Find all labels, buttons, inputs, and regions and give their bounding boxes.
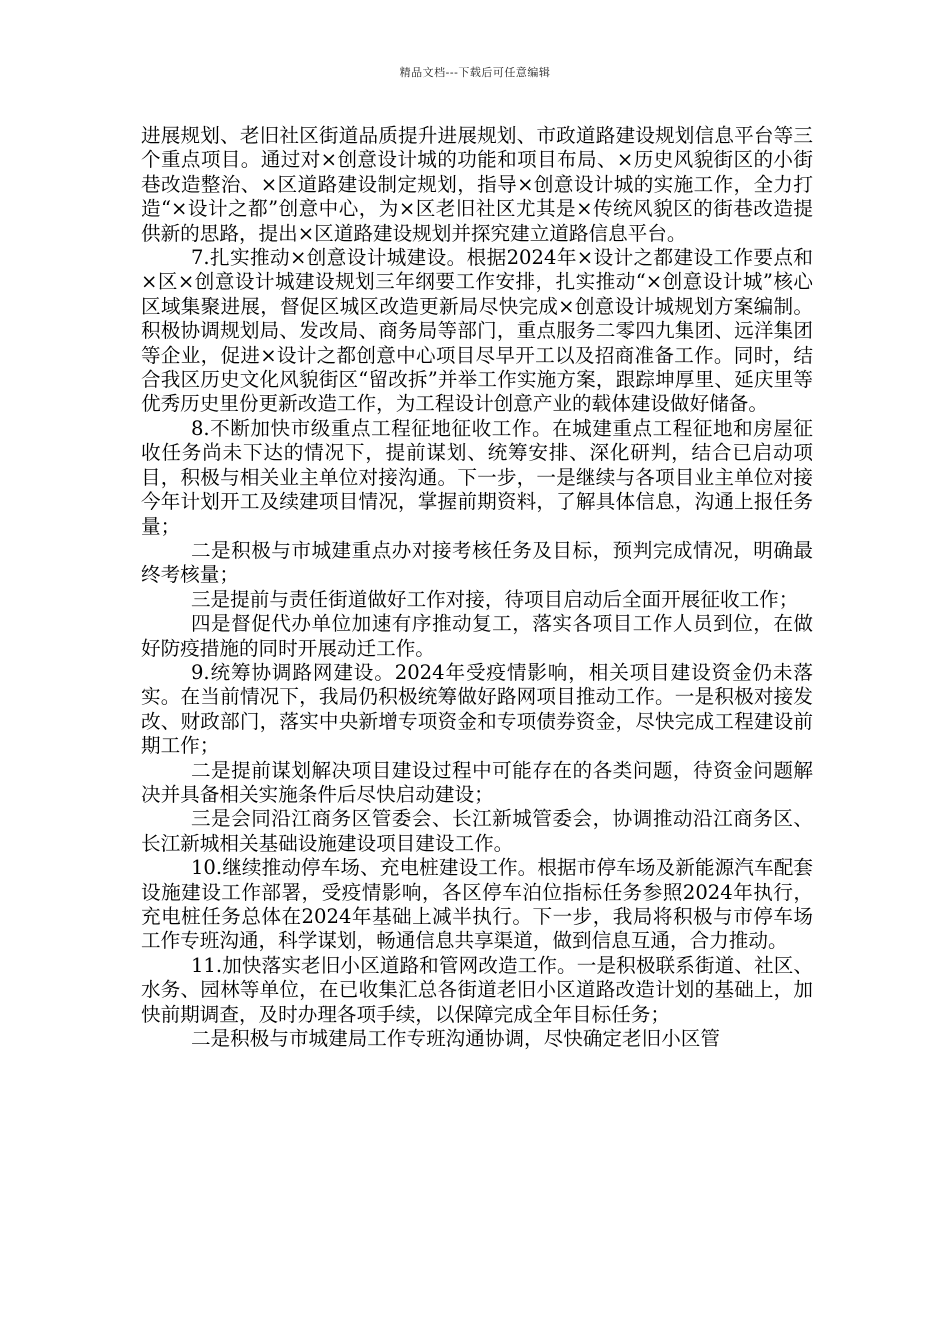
paragraph-continuation: 进展规划、老旧社区街道品质提升进展规划、市政道路建设规划信息平台等三个重点项目。通过对×创意设计城的功能和项目布局、×历史风貌街区的小街巷改造整治、×区道路建设制定规划，指导×创意设计城的实施工作，全力打造“×设计之都”创意中心，为×区老旧社区尤其是×传统风貌区的街巷改造提供新的思路，提出×区道路建设规划并探究建立道路信息平台。	[141, 124, 813, 245]
paragraph-item-9-point-3: 三是会同沿江商务区管委会、长江新城管委会，协调推动沿江商务区、长江新城相关基础设施建设项目建设工作。	[141, 807, 813, 855]
document-body	[141, 124, 813, 1051]
paragraph-item-8-point-2: 二是积极与市城建重点办对接考核任务及目标，预判完成情况，明确最终考核量；	[141, 538, 813, 587]
paragraph-item-8: 8.不断加快市级重点工程征地征收工作。在城建重点工程征地和房屋征收任务尚未下达的情况下，提前谋划、统筹安排、深化研判，结合已启动项目，积极与相关业主单位对接沟通。下一步，一是继续与各项目业主单位对接今年计划开工及续建项目情况，掌握前期资料，了解具体信息，沟通上报任务量；	[141, 416, 813, 538]
paragraph-item-9: 9.统筹协调路网建设。2024年受疫情影响，相关项目建设资金仍未落实。在当前情况下，我局仍积极统筹做好路网项目推动工作。一是积极对接发改、财政部门，落实中央新增专项资金和专项债券资金，尽快完成工程建设前期工作；	[141, 660, 813, 758]
paragraph-item-11: 11.加快落实老旧小区道路和管网改造工作。一是积极联系街道、社区、水务、园林等单位，在已收集汇总各街道老旧小区道路改造计划的基础上，加快前期调查，及时办理各项手续，以保障完成全年目标任务；	[141, 953, 813, 1026]
paragraph-item-11-point-2: 二是积极与市城建局工作专班沟通协调，尽快确定老旧小区管	[190, 1027, 720, 1051]
paragraph-item-8-point-3: 三是提前与责任街道做好工作对接，待项目启动后全面开展征收工作；	[190, 587, 799, 611]
paragraph-item-8-point-4: 四是督促代办单位加速有序推动复工，落实各项目工作人员到位，在做好防疫措施的同时开展动迁工作。	[141, 612, 813, 660]
paragraph-item-9-point-2: 二是提前谋划解决项目建设过程中可能存在的各类问题，待资金问题解决并具备相关实施条件后尽快启动建设；	[141, 758, 813, 806]
page-header: 精品文档---下载后可任意编辑	[399, 66, 551, 79]
paragraph-item-7: 7.扎实推动×创意设计城建设。根据2024年×设计之都建设工作要点和×区×创意设计城建设规划三年纲要工作安排，扎实推动“×创意设计城”核心区域集聚进展，督促区城区改造更新局尽快完成×创意设计城规划方案编制。积极协调规划局、发改局、商务局等部门，重点服务二零四九集团、远洋集团等企业，促进×设计之都创意中心项目尽早开工以及招商准备工作。同时，结合我区历史文化风貌街区“留改拆”并举工作实施方案，跟踪坤厚里、延庆里等优秀历史里份更新改造工作，为工程设计创意产业的载体建设做好储备。	[141, 246, 813, 416]
paragraph-item-10: 10.继续推动停车场、充电桩建设工作。根据市停车场及新能源汽车配套设施建设工作部署，受疫情影响，各区停车泊位指标任务参照2024年执行，充电桩任务总体在2024年基础上减半执行。下一步，我局将积极与市停车场工作专班沟通，科学谋划，畅通信息共享渠道，做到信息互通，合力推动。	[141, 856, 813, 953]
